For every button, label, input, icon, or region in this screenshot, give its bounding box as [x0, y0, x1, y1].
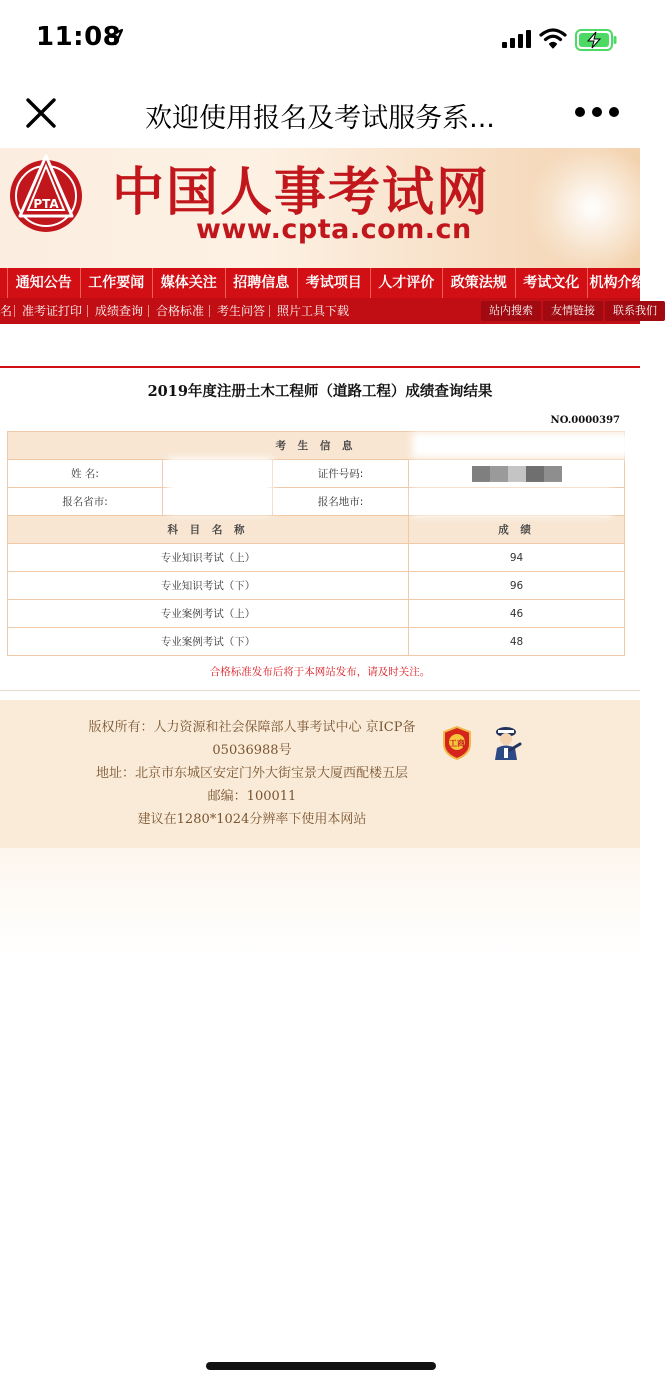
- subject-name: 专业知识考试（上）: [8, 544, 409, 572]
- location-arrow-icon: [106, 28, 124, 46]
- footer-divider: [0, 690, 640, 691]
- wifi-icon: [539, 27, 567, 49]
- menu-item-media[interactable]: 媒体关注: [152, 268, 225, 298]
- id-number-label: 证件号码:: [273, 460, 409, 488]
- battery-charging-icon: [575, 29, 617, 51]
- subject-header: 科 目 名 称: [8, 516, 409, 544]
- submenu-separator: [209, 305, 210, 317]
- page-title: 欢迎使用报名及考试服务系...: [145, 103, 495, 134]
- submenu-separator: [14, 305, 15, 317]
- menu-item-talent-evaluation[interactable]: 人才评价: [370, 268, 443, 298]
- menu-item-about[interactable]: 机构介绍: [587, 268, 647, 298]
- notice-text: 合格标准发布后将于本网站发布，请及时关注。: [209, 666, 431, 678]
- submenu-item-faq[interactable]: 考生问答: [217, 304, 266, 318]
- subject-name: 专业案例考试（上）: [8, 600, 409, 628]
- page-fade: [0, 848, 640, 958]
- status-time: 11:08: [36, 22, 122, 52]
- id-number-value-redacted: [409, 460, 625, 488]
- site-title: 中国人事考试网: [112, 162, 491, 223]
- score-header: 成 绩: [409, 516, 625, 544]
- submenu-item-registration[interactable]: 名: [0, 304, 13, 318]
- table-row: [8, 460, 625, 488]
- subject-name: 专业案例考试（下）: [8, 628, 409, 656]
- result-title: 2019年度注册土木工程师（道路工程）成绩查询结果: [147, 383, 493, 400]
- close-icon[interactable]: [22, 94, 60, 132]
- menu-item-regulations[interactable]: 政策法规: [442, 268, 515, 298]
- pta-logo-icon[interactable]: [6, 152, 88, 236]
- footer-text-block: [82, 716, 422, 831]
- main-menu: [0, 268, 646, 298]
- content-divider: [0, 366, 640, 368]
- subject-name: 专业知识考试（下）: [8, 572, 409, 600]
- home-indicator[interactable]: [206, 1362, 436, 1370]
- candidate-info-header: 考 生 信 息: [8, 432, 625, 460]
- record-number: NO.0000397: [550, 415, 620, 426]
- table-row: [8, 544, 625, 572]
- score-table: [7, 431, 625, 656]
- subject-score: 48: [409, 628, 625, 656]
- footer-postcode: 邮编：100011: [207, 789, 297, 804]
- redaction-smudge: [168, 458, 272, 514]
- menu-item-recruitment[interactable]: 招聘信息: [225, 268, 298, 298]
- business-license-badge-icon[interactable]: [442, 726, 472, 760]
- submenu-separator: [269, 305, 270, 317]
- footer-copyright: 版权所有：人力资源和社会保障部人事考试中心 京ICP备: [88, 720, 416, 735]
- contact-us-button[interactable]: 联系我们: [605, 301, 665, 321]
- subject-score: 94: [409, 544, 625, 572]
- subject-score: 46: [409, 600, 625, 628]
- site-url[interactable]: www.cpta.com.cn: [196, 214, 472, 245]
- footer-address: 地址：北京市东城区安定门外大街宝景大厦西配楼五层: [95, 766, 408, 781]
- badge-text: 工商: [449, 739, 465, 748]
- table-row: [8, 600, 625, 628]
- submenu-item-photo-tool[interactable]: 照片工具下载: [277, 304, 350, 318]
- name-label: 姓 名:: [8, 460, 163, 488]
- submenu-separator: [148, 305, 149, 317]
- redaction-smudge: [412, 488, 612, 516]
- table-row: [8, 572, 625, 600]
- sub-menu: [0, 298, 657, 324]
- status-bar: [0, 0, 640, 78]
- cyber-police-icon[interactable]: [490, 724, 522, 762]
- browser-nav-bar: [0, 80, 640, 146]
- site-footer: [0, 700, 640, 848]
- banner-decoration: [520, 148, 640, 268]
- submenu-item-score-query[interactable]: 成绩查询: [95, 304, 144, 318]
- subject-score: 96: [409, 572, 625, 600]
- redaction-smudge: [412, 432, 630, 458]
- friend-links-button[interactable]: 友情链接: [543, 301, 603, 321]
- pta-logo-text: PTA: [33, 197, 59, 211]
- subject-header-row: [8, 516, 625, 544]
- submenu-item-admission-ticket[interactable]: 准考证打印: [22, 304, 83, 318]
- submenu-item-pass-standard[interactable]: 合格标准: [156, 304, 205, 318]
- more-icon[interactable]: [574, 102, 620, 122]
- footer-icp[interactable]: 05036988号: [212, 743, 292, 758]
- city-label: 报名地市:: [273, 488, 409, 516]
- menu-item-notices[interactable]: 通知公告: [7, 268, 80, 298]
- site-search-button[interactable]: 站内搜索: [481, 301, 541, 321]
- submenu-separator: [87, 305, 88, 317]
- menu-item-culture[interactable]: 考试文化: [515, 268, 588, 298]
- site-banner: [0, 148, 640, 268]
- province-label: 报名省市:: [8, 488, 163, 516]
- menu-item-news[interactable]: 工作要闻: [80, 268, 153, 298]
- menu-item-exams[interactable]: 考试项目: [297, 268, 370, 298]
- footer-resolution: 建议在1280*1024分辨率下使用本网站: [137, 812, 367, 827]
- redaction-block: [472, 466, 562, 482]
- signal-icon: [502, 30, 532, 48]
- table-row: [8, 628, 625, 656]
